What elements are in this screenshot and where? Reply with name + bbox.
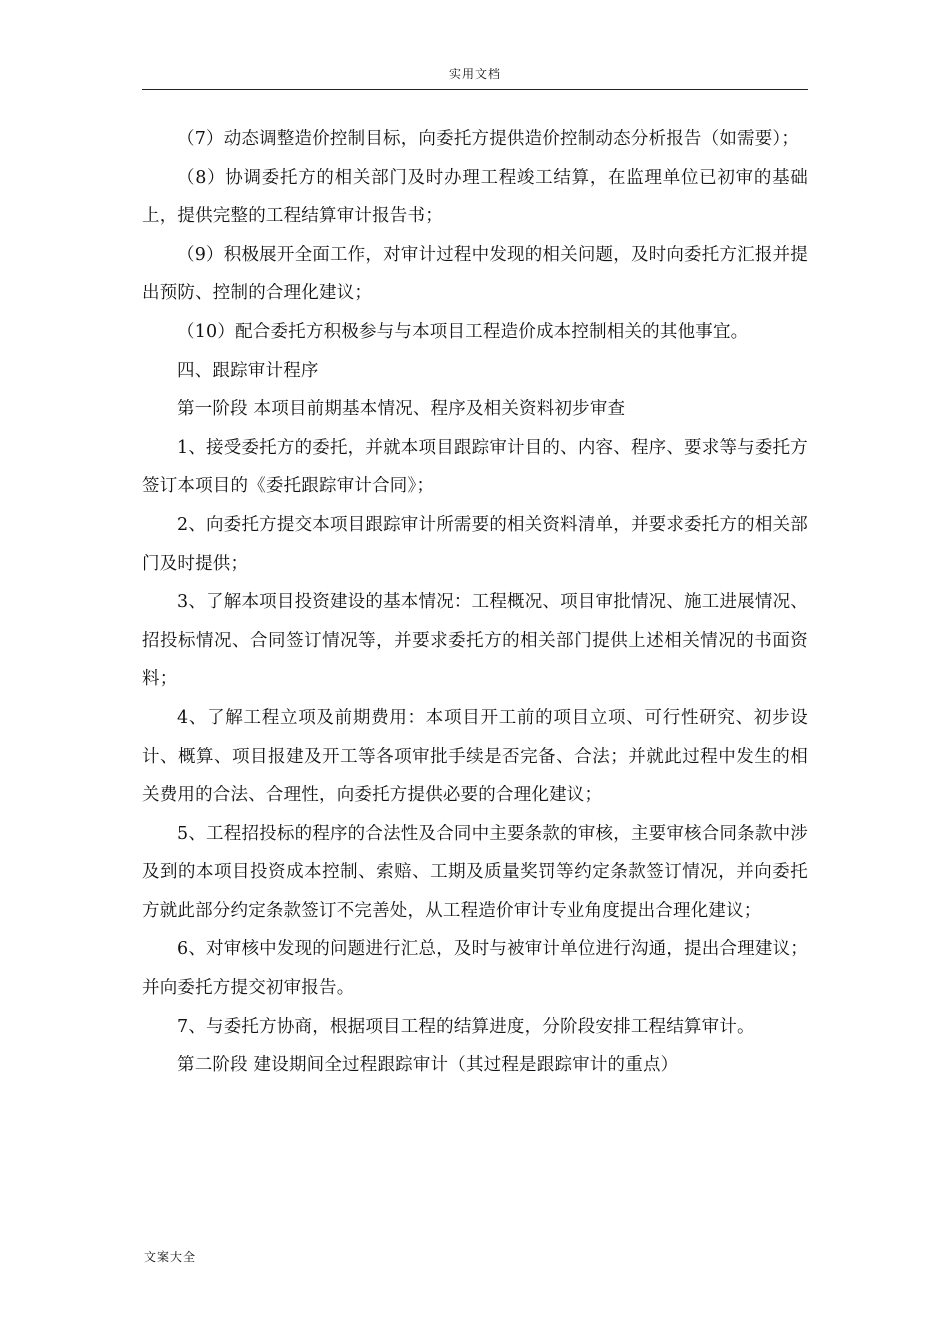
page-header: 实用文档 (448, 67, 501, 81)
stage-two-heading: 第二阶段 建设期间全过程跟踪审计（其过程是跟踪审计的重点） (177, 1055, 679, 1076)
paragraph-9: （9）积极展开全面工作，对审计过程中发现的相关问题，及时向委托方汇报并提出预防、控制的合理化建议； (142, 244, 808, 304)
paragraph-7: （7）动态调整造价控制目标，向委托方提供造价控制动态分析报告（如需要）； (177, 129, 800, 149)
stage-one-item-2: 2、向委托方提交本项目跟踪审计所需要的相关资料清单，并要求委托方的相关部门及时提供； (142, 514, 808, 574)
stage-one-item-3: 3、了解本项目投资建设的基本情况：工程概况、项目审批情况、施工进展情况、招投标情况、合同签订情况等，并要求委托方的相关部门提供上述相关情况的书面资料； (142, 592, 808, 690)
document-body (142, 120, 808, 1085)
paragraph-10: （10）配合委托方积极参与与本项目工程造价成本控制相关的其他事宜。 (177, 321, 749, 342)
stage-one-heading: 第一阶段 本项目前期基本情况、程序及相关资料初步审查 (177, 399, 626, 420)
header-divider (142, 89, 808, 90)
stage-one-item-4: 4、了解工程立项及前期费用：本项目开工前的项目立项、可行性研究、初步设计、概算、项目报建及开工等各项审批手续是否完备、合法；并就此过程中发生的相关费用的合法、合理性，向委托方提供必要的合理化建议； (142, 707, 808, 806)
stage-one-item-1: 1、接受委托方的委托，并就本项目跟踪审计目的、内容、程序、要求等与委托方签订本项目的《委托跟踪审计合同》； (142, 437, 808, 497)
paragraph-8: （8）协调委托方的相关部门及时办理工程竣工结算，在监理单位已初审的基础上，提供完整的工程结算审计报告书； (142, 167, 808, 227)
stage-one-item-5: 5、工程招投标的程序的合法性及合同中主要条款的审核，主要审核合同条款中涉及到的本项目投资成本控制、索赔、工期及质量奖罚等约定条款签订情况，并向委托方就此部分约定条款签订不完善处，从工程造价审计专业角度提出合理化建议； (142, 823, 808, 921)
section-heading-audit-procedure: 四、跟踪审计程序 (177, 360, 319, 381)
page-footer: 文案大全 (144, 1250, 197, 1264)
stage-one-item-7: 7、与委托方协商，根据项目工程的结算进度，分阶段安排工程结算审计。 (177, 1016, 755, 1037)
stage-one-item-6: 6、对审核中发现的问题进行汇总，及时与被审计单位进行沟通，提出合理建议；并向委托方提交初审报告。 (142, 939, 808, 999)
